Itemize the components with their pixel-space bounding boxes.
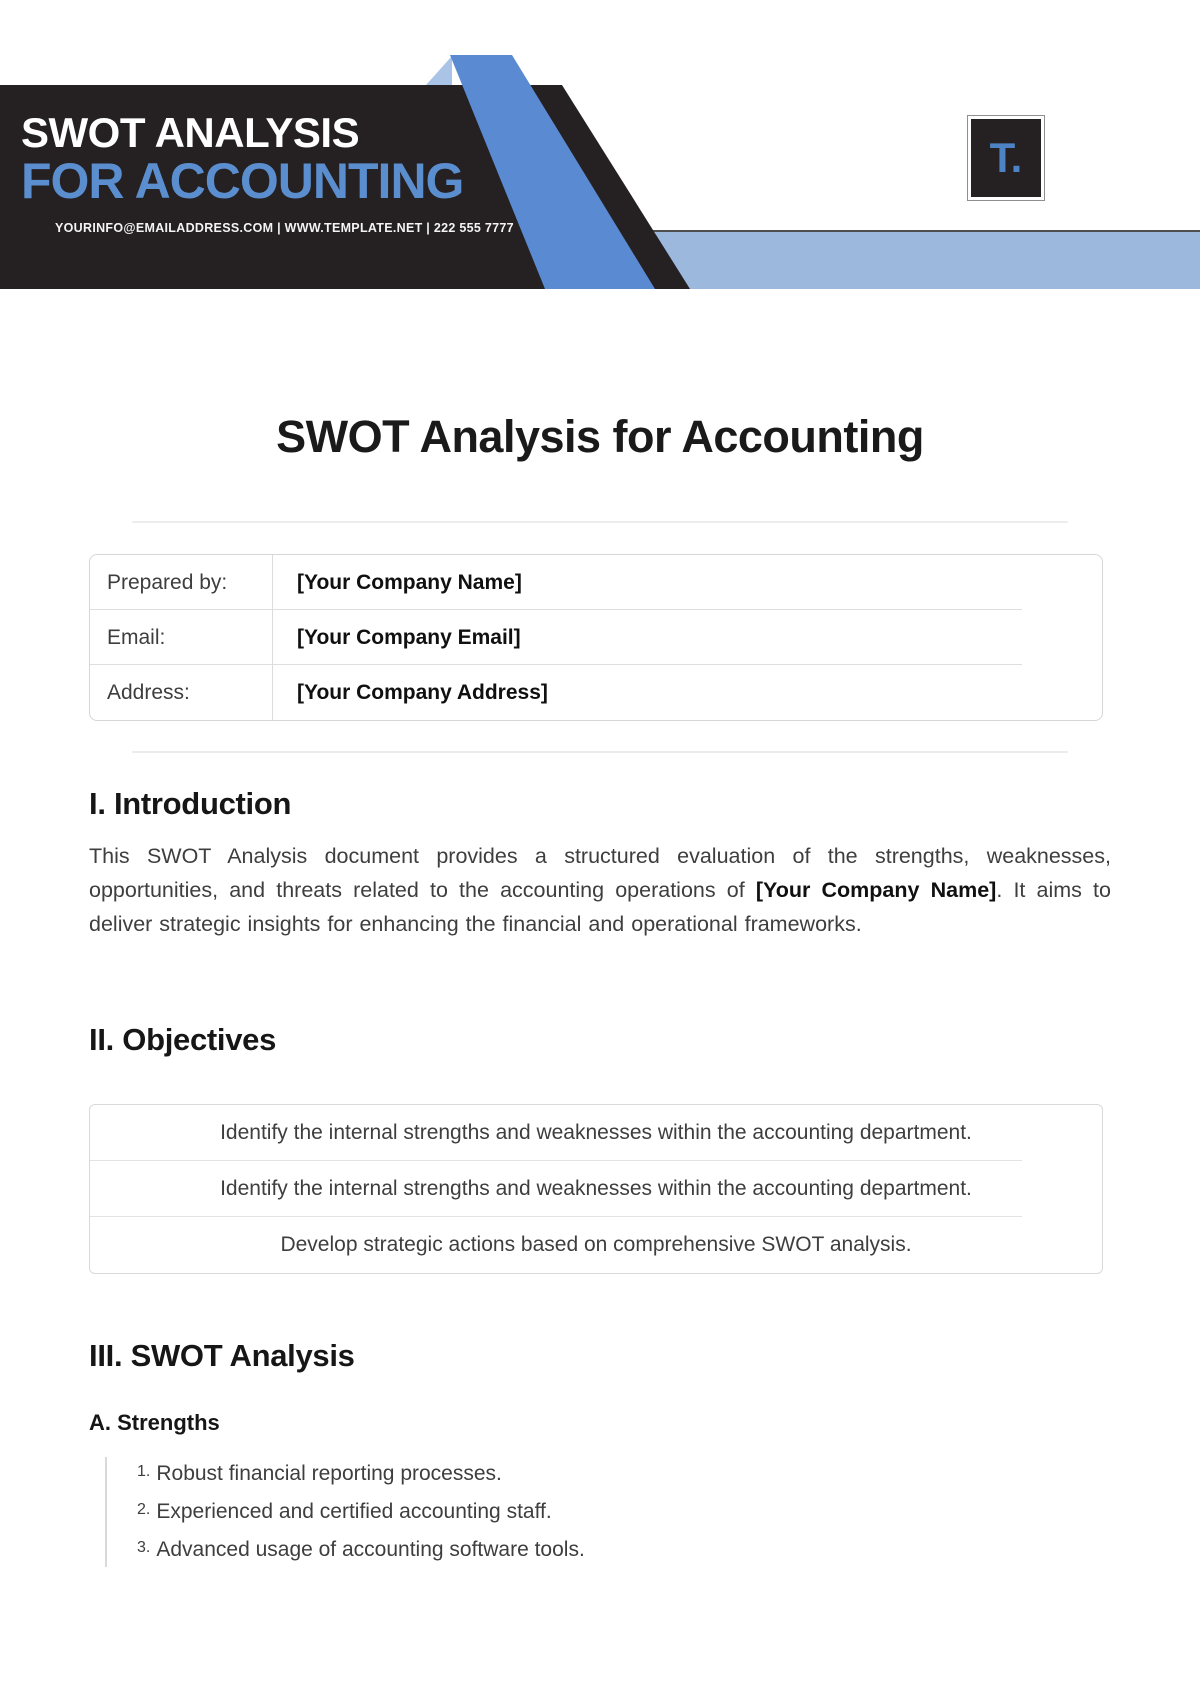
objective-row <box>90 1105 1102 1161</box>
table-row <box>90 665 1102 720</box>
table-value: [Your Company Email] <box>297 626 521 649</box>
header-contact-info: YOURINFO@EMAILADDRESS.COM | WWW.TEMPLATE.NET | 222 555 7777 <box>55 221 514 235</box>
introduction-text: . It aims to deliver strategic insights for enhancing the financial and operational frameworks. <box>89 878 1111 936</box>
header-title-line1: SWOT ANALYSIS <box>21 109 360 156</box>
objective-text: Identify the internal strengths and weaknesses within the accounting department. <box>220 1177 972 1200</box>
brand-logo <box>967 115 1045 201</box>
page-header <box>0 0 1200 289</box>
brand-logo-text: T. <box>989 134 1023 181</box>
prepared-by-table <box>89 554 1103 721</box>
introduction-paragraph <box>89 839 1111 941</box>
table-label: Email: <box>90 610 273 665</box>
table-value: [Your Company Name] <box>297 571 522 594</box>
objective-row <box>90 1161 1102 1217</box>
brand-logo-mark <box>971 119 1041 197</box>
list-item-text: Advanced usage of accounting software tools. <box>156 1538 585 1561</box>
objective-text: Identify the internal strengths and weaknesses within the accounting department. <box>220 1121 972 1144</box>
list-item-number: 1. <box>137 1463 151 1480</box>
header-title-line2: FOR ACCOUNTING <box>21 153 464 209</box>
list-item-number: 3. <box>137 1539 151 1556</box>
list-item-number: 2. <box>137 1501 151 1518</box>
subheading-strengths: A. Strengths <box>89 1410 220 1435</box>
divider <box>132 521 1068 523</box>
table-row <box>90 555 1102 610</box>
list-item <box>137 1537 1111 1563</box>
list-item <box>137 1461 1111 1487</box>
objectives-table <box>89 1104 1103 1274</box>
section-heading-swot-analysis: III. SWOT Analysis <box>89 1338 355 1373</box>
objective-row <box>90 1217 1102 1273</box>
introduction-text: This SWOT Analysis document provides a structured evaluation of the strengths, weaknesses, opportunities, and threats related to the accounting operations of <box>89 844 1111 902</box>
list-item <box>137 1499 1111 1525</box>
table-value: [Your Company Address] <box>297 681 548 704</box>
strengths-list <box>105 1457 1111 1567</box>
document-body <box>89 411 1111 1567</box>
header-title-block <box>21 109 464 209</box>
page-title: SWOT Analysis for Accounting <box>276 411 924 462</box>
divider <box>132 751 1068 753</box>
section-heading-introduction: I. Introduction <box>89 786 292 821</box>
table-row <box>90 610 1102 665</box>
table-label: Prepared by: <box>90 555 273 610</box>
company-name-placeholder: [Your Company Name] <box>755 878 997 902</box>
table-label: Address: <box>90 665 273 720</box>
objective-text: Develop strategic actions based on comprehensive SWOT analysis. <box>280 1233 912 1256</box>
section-heading-objectives: II. Objectives <box>89 1022 277 1057</box>
list-item-text: Robust financial reporting processes. <box>156 1462 502 1485</box>
list-item-text: Experienced and certified accounting staff. <box>156 1500 552 1523</box>
